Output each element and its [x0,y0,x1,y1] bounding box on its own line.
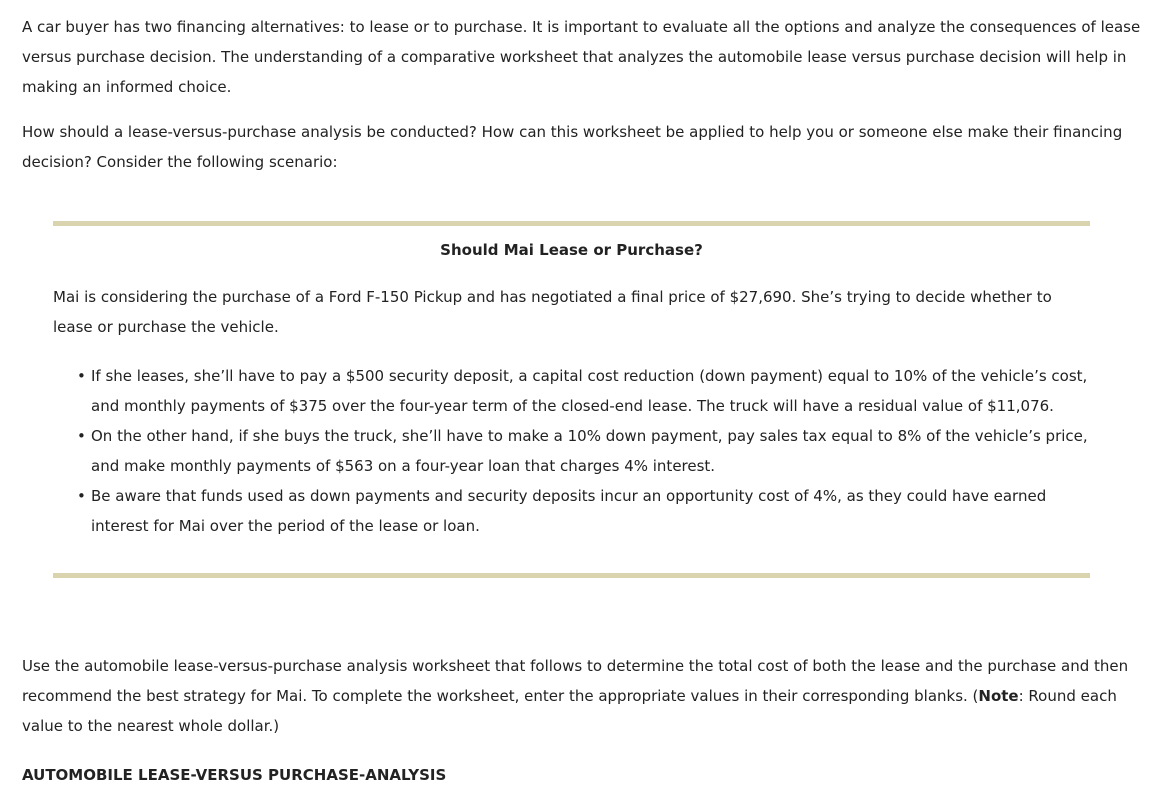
list-item [77,361,1090,421]
list-item [77,421,1090,481]
bullet-icon: • [77,427,86,445]
bullet-icon: • [77,487,86,505]
page-content [22,12,1152,784]
scenario-box [53,221,1090,578]
scenario-bullet-list [53,361,1090,541]
scenario-paragraph: Mai is considering the purchase of a Ford F-150 Pickup and has negotiated a final price of $27,690. She’s trying to decide whether to lease or purchase the vehicle. [53,288,1052,336]
scenario-bottom-rule [53,573,1090,578]
bullet-text: If she leases, she’ll have to pay a $500 security deposit, a capital cost reduction (down payment) equal to 10% of the vehicle’s cost, and monthly payments of $375 over the four-year term of the closed-end lease. The truck will have a residual value of $11,076. [91,367,1088,415]
intro-paragraph-2: How should a lease-versus-purchase analysis be conducted? How can this worksheet be applied to help you or someone else make their financing decision? Consider the following scenario: [22,123,1123,171]
bullet-text: On the other hand, if she buys the truck, she’ll have to make a 10% down payment, pay sales tax equal to 8% of the vehicle’s price, and make monthly payments of $563 on a four-year loan that charges 4% interest. [91,427,1088,475]
instructions-text-2: : Round each value to the nearest whole dollar.) [22,687,1117,735]
list-item [77,481,1090,541]
bullet-icon: • [77,367,86,385]
note-label: Note [978,687,1019,705]
instructions-paragraph [22,651,1152,741]
scenario-top-rule [53,221,1090,226]
bullet-text: Be aware that funds used as down payments and security deposits incur an opportunity cost of 4%, as they could have earned interest for Mai over the period of the lease or loan. [91,487,1047,535]
instructions-text-1: Use the automobile lease-versus-purchase analysis worksheet that follows to determine the total cost of both the lease and the purchase and then recommend the best strategy for Mai. To complete the worksheet, enter the appropriate values in their corresponding blanks. ( [22,657,1129,705]
instructions-section [22,651,1152,790]
intro-paragraph-1: A car buyer has two financing alternatives: to lease or to purchase. It is important to evaluate all the options and analyze the consequences of lease versus purchase decision. The understanding of a comparative worksheet that analyzes the automobile lease versus purchase decision will help in making an informed choice. [22,18,1141,96]
scenario-title: Should Mai Lease or Purchase? [440,241,703,259]
worksheet-heading: AUTOMOBILE LEASE-VERSUS PURCHASE-ANALYSIS [22,766,447,784]
